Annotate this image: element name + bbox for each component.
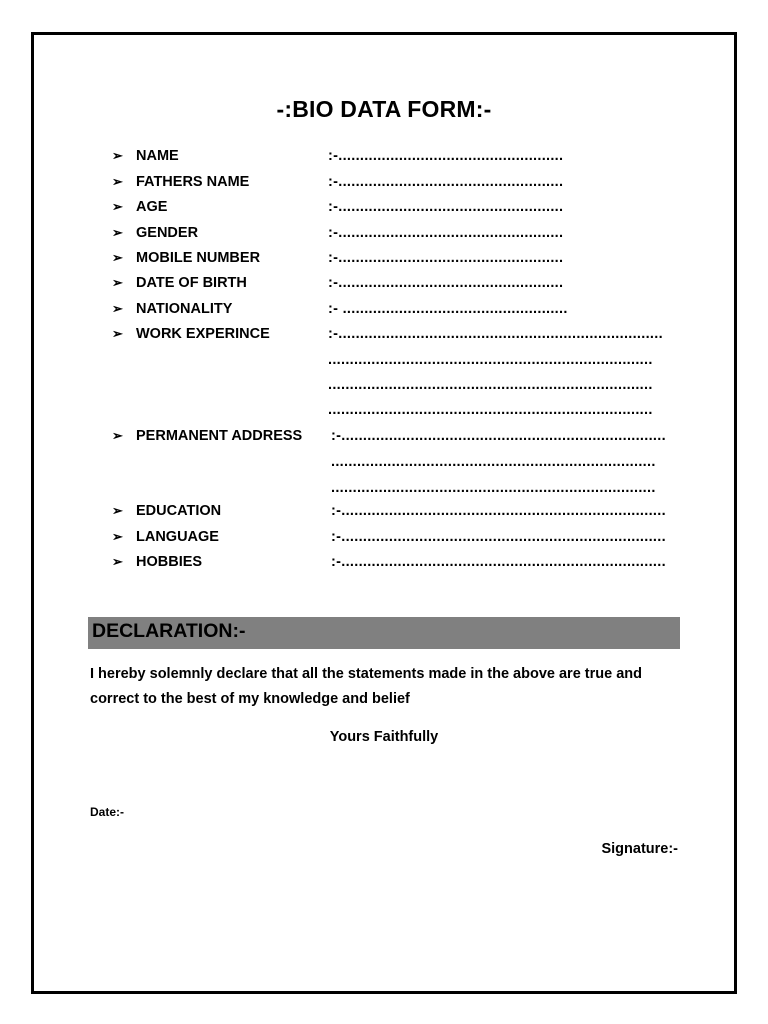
arrow-bullet-icon: ➢ — [112, 250, 123, 265]
declaration-text: I hereby solemnly declare that all the statements made in the above are true and correct to the best of my knowledge and belief — [90, 666, 642, 707]
field-continuation-line[interactable]: ........................................................................... — [328, 377, 653, 393]
field-continuation-line[interactable]: ........................................................................... — [331, 480, 656, 496]
field-value-line[interactable]: :-.................................................... — [328, 250, 564, 266]
field-value-line[interactable]: :-.................................................... — [328, 225, 564, 241]
field-label: MOBILE NUMBER — [136, 250, 261, 266]
field-label: NAME — [136, 148, 179, 164]
arrow-bullet-icon: ➢ — [112, 301, 123, 316]
field-continuation-line[interactable]: ........................................................................... — [328, 402, 653, 418]
field-label: LANGUAGE — [136, 529, 219, 545]
field-value-line[interactable]: :-.................................................... — [328, 174, 564, 190]
field-label: GENDER — [136, 225, 199, 241]
field-continuation-line[interactable]: ........................................................................... — [328, 352, 653, 368]
arrow-bullet-icon: ➢ — [112, 148, 123, 163]
field-value-line[interactable]: :-.................................................... — [328, 275, 564, 291]
declaration-bar — [88, 617, 680, 649]
closing-text: Yours Faithfully — [329, 729, 439, 745]
arrow-bullet-icon: ➢ — [112, 275, 123, 290]
field-label: WORK EXPERINCE — [136, 326, 270, 342]
field-label: PERMANENT ADDRESS — [136, 428, 303, 444]
field-value-line[interactable]: :-........................................................................... — [331, 428, 666, 444]
field-value-line[interactable]: :-.................................................... — [328, 148, 564, 164]
arrow-bullet-icon: ➢ — [112, 554, 123, 569]
field-label: DATE OF BIRTH — [136, 275, 247, 291]
declaration-heading: DECLARATION:- — [92, 620, 246, 642]
arrow-bullet-icon: ➢ — [112, 428, 123, 443]
field-value-line[interactable]: :-........................................................................... — [331, 529, 666, 545]
field-continuation-line[interactable]: ........................................................................... — [331, 454, 656, 470]
arrow-bullet-icon: ➢ — [112, 174, 123, 189]
field-label: AGE — [136, 199, 168, 215]
signature-label: Signature:- — [601, 841, 678, 857]
field-value-line[interactable]: :-.................................................... — [328, 199, 564, 215]
arrow-bullet-icon: ➢ — [112, 503, 123, 518]
field-label: NATIONALITY — [136, 301, 233, 317]
field-value-line[interactable]: :-........................................................................... — [331, 554, 666, 570]
date-label: Date:- — [90, 805, 125, 819]
field-value-line[interactable]: :-........................................................................... — [328, 326, 663, 342]
form-title: -:BIO DATA FORM:- — [276, 96, 492, 122]
arrow-bullet-icon: ➢ — [112, 326, 123, 341]
arrow-bullet-icon: ➢ — [112, 225, 123, 240]
field-label: EDUCATION — [136, 503, 222, 519]
field-value-line[interactable]: :- .................................................... — [328, 301, 568, 317]
field-value-line[interactable]: :-........................................................................... — [331, 503, 666, 519]
arrow-bullet-icon: ➢ — [112, 199, 123, 214]
field-label: HOBBIES — [136, 554, 203, 570]
arrow-bullet-icon: ➢ — [112, 529, 123, 544]
field-label: FATHERS NAME — [136, 174, 250, 190]
